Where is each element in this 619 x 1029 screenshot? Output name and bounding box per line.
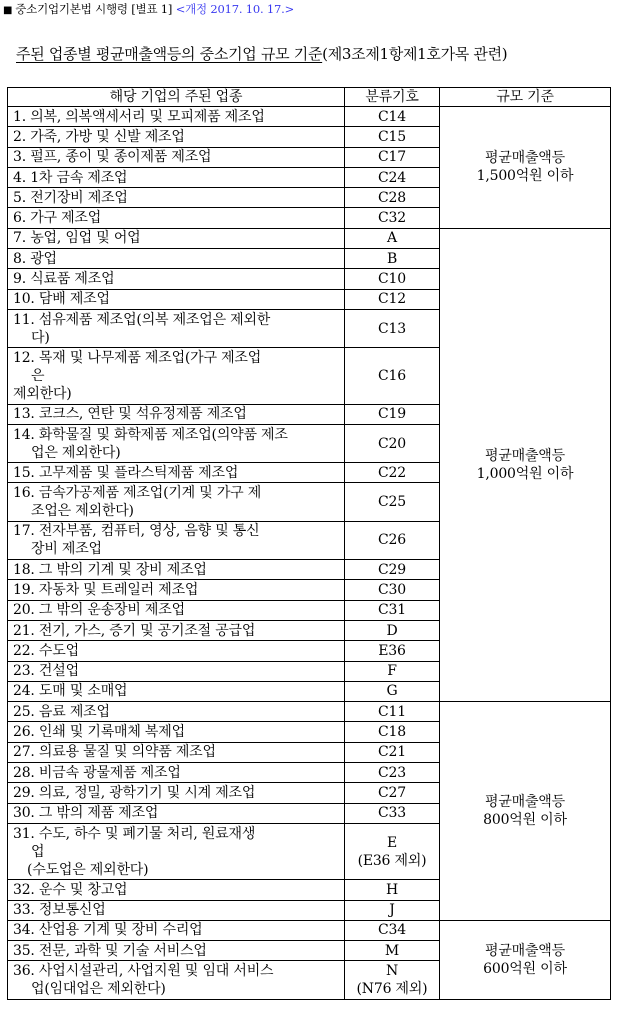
code-text: (E36 제외) (357, 852, 427, 869)
code-cell (345, 620, 440, 640)
industry-cell (8, 823, 345, 879)
industry-cell (8, 803, 345, 823)
industry-text: 6. 가구 제조업 (13, 210, 102, 227)
industry-text: 32. 운수 및 창고업 (13, 881, 128, 898)
table-row (8, 702, 611, 722)
code-cell (345, 188, 440, 208)
industry-text: 28. 비금속 광물제품 제조업 (13, 764, 181, 781)
code-cell (345, 823, 440, 879)
code-cell (345, 269, 440, 289)
code-cell (345, 463, 440, 483)
industry-cell (8, 167, 345, 187)
table-row (8, 228, 611, 248)
industry-text: 31. 수도, 하수 및 폐기물 처리, 원료재생 (13, 825, 256, 842)
header-size: 규모 기준 (440, 88, 611, 107)
page-title (16, 43, 507, 64)
industry-cell (8, 580, 345, 600)
industry-cell (8, 424, 345, 462)
law-reference: 중소기업기본법 시행령 [별표 1] (15, 2, 173, 16)
size-criteria-text: 평균매출액등 (485, 447, 565, 464)
code-text: E36 (378, 642, 406, 659)
industry-cell (8, 920, 345, 940)
code-cell (345, 228, 440, 248)
industry-cell (8, 880, 345, 900)
industry-text: 15. 고무제품 및 플라스틱제품 제조업 (13, 464, 239, 481)
industry-cell (8, 404, 345, 424)
industry-text: 장비 제조업 (31, 541, 102, 558)
code-text: C30 (378, 581, 406, 598)
size-criteria-text: 평균매출액등 (485, 942, 565, 959)
size-criteria-text: 800억원 이하 (483, 811, 567, 828)
header-code: 분류기호 (345, 88, 440, 107)
code-cell (345, 348, 440, 404)
code-cell (345, 803, 440, 823)
industry-text: 34. 산업용 기계 및 장비 수리업 (13, 922, 203, 939)
code-text: C24 (378, 169, 406, 186)
code-text: C10 (378, 271, 406, 288)
industry-text: 7. 농업, 임업 및 어업 (13, 230, 141, 247)
code-text: C32 (378, 210, 406, 227)
code-text: C18 (378, 724, 406, 741)
size-criteria-text: 평균매출액등 (485, 150, 565, 167)
code-text: C20 (378, 435, 406, 452)
code-text: C34 (378, 922, 406, 939)
industry-text: 업 (31, 843, 45, 860)
industry-text: 29. 의료, 정밀, 광학기기 및 시계 제조업 (13, 784, 256, 801)
industry-text: (수도업은 제외한다) (27, 861, 149, 878)
code-cell (345, 961, 440, 999)
code-text: J (389, 902, 395, 919)
code-cell (345, 147, 440, 167)
title-sub: (제3조제1항제1호가목 관련) (322, 45, 508, 63)
code-text: C26 (378, 532, 406, 549)
code-cell (345, 763, 440, 783)
size-criteria-cell (440, 228, 611, 701)
industry-cell (8, 620, 345, 640)
code-text: C29 (378, 561, 406, 578)
size-criteria-text: 평균매출액등 (485, 793, 565, 810)
industry-text: 다) (31, 329, 50, 346)
industry-cell (8, 483, 345, 521)
industry-text: 20. 그 밖의 운송장비 제조업 (13, 602, 185, 619)
industry-text: 8. 광업 (13, 250, 57, 267)
industry-text: 업은 제외한다) (31, 444, 121, 461)
code-cell (345, 722, 440, 742)
industry-text: 26. 인쇄 및 기록매체 복제업 (13, 724, 185, 741)
code-cell (345, 742, 440, 762)
industry-text: 1. 의복, 의복액세서리 및 모피제품 제조업 (13, 108, 265, 125)
industry-cell (8, 900, 345, 920)
revision-date: <개정 2017. 10. 17.> (175, 2, 295, 16)
industry-cell (8, 107, 345, 127)
size-criteria-text: 1,000억원 이하 (476, 465, 574, 482)
industry-cell (8, 188, 345, 208)
table-body (8, 107, 611, 1000)
industry-text: 2. 가죽, 가방 및 신발 제조업 (13, 128, 185, 145)
industry-text: 25. 음료 제조업 (13, 703, 110, 720)
code-text: C27 (378, 784, 406, 801)
industry-cell (8, 783, 345, 803)
square-marker-icon: ■ (3, 5, 13, 16)
code-cell (345, 880, 440, 900)
industry-text: 9. 식료품 제조업 (13, 271, 115, 288)
industry-text: 33. 정보통신업 (13, 902, 106, 919)
table-row (8, 107, 611, 127)
size-criteria-text: 1,500억원 이하 (476, 168, 574, 185)
industry-cell (8, 661, 345, 681)
code-cell (345, 167, 440, 187)
code-text: H (385, 881, 398, 898)
industry-text: 16. 금속가공제품 제조업(기계 및 가구 제 (13, 485, 262, 502)
industry-text: 5. 전기장비 제조업 (13, 189, 128, 206)
industry-cell (8, 681, 345, 701)
size-criteria-cell (440, 702, 611, 921)
industry-text: 19. 자동차 및 트레일러 제조업 (13, 581, 199, 598)
industry-cell (8, 348, 345, 404)
code-cell (345, 249, 440, 269)
industry-text: 11. 섬유제품 제조업(의복 제조업은 제외한 (13, 311, 271, 328)
code-text: C33 (378, 805, 406, 822)
industry-text: 27. 의료용 물질 및 의약품 제조업 (13, 744, 216, 761)
industry-text: 은 (31, 367, 45, 384)
code-cell (345, 309, 440, 347)
code-text: C25 (378, 494, 406, 511)
industry-text: 35. 전문, 과학 및 기술 서비스업 (13, 942, 207, 959)
code-cell (345, 783, 440, 803)
code-cell (345, 127, 440, 147)
code-cell (345, 702, 440, 722)
code-cell (345, 661, 440, 681)
industry-cell (8, 289, 345, 309)
industry-text: 3. 펄프, 종이 및 종이제품 제조업 (13, 149, 212, 166)
table-row (8, 920, 611, 940)
industry-text: 10. 담배 제조업 (13, 291, 110, 308)
code-text: C28 (378, 189, 406, 206)
industry-cell (8, 763, 345, 783)
code-cell (345, 941, 440, 961)
header-industry: 해당 기업의 주된 업종 (8, 88, 345, 107)
industry-text: 36. 사업시설관리, 사업지원 및 임대 서비스 (13, 963, 274, 980)
code-cell (345, 107, 440, 127)
industry-cell (8, 147, 345, 167)
industry-cell (8, 269, 345, 289)
industry-text: 13. 코크스, 연탄 및 석유정제품 제조업 (13, 406, 247, 423)
size-standard-table (7, 87, 611, 1000)
industry-text: 조업은 제외한다) (31, 503, 134, 520)
code-text: C17 (378, 149, 406, 166)
industry-cell (8, 742, 345, 762)
industry-cell (8, 641, 345, 661)
industry-text: 23. 건설업 (13, 663, 79, 680)
industry-text: 21. 전기, 가스, 증기 및 공기조절 공급업 (13, 622, 256, 639)
industry-cell (8, 228, 345, 248)
code-cell (345, 560, 440, 580)
code-cell (345, 681, 440, 701)
industry-text: 4. 1차 금속 제조업 (13, 169, 128, 186)
industry-text: 12. 목재 및 나무제품 제조업(가구 제조업 (13, 349, 262, 366)
industry-cell (8, 309, 345, 347)
industry-cell (8, 961, 345, 999)
industry-text: 18. 그 밖의 기계 및 장비 제조업 (13, 561, 207, 578)
industry-cell (8, 941, 345, 961)
code-cell (345, 641, 440, 661)
code-cell (345, 404, 440, 424)
code-text: (N76 제외) (356, 981, 428, 998)
header-line (3, 1, 294, 17)
code-text: E (386, 834, 398, 851)
industry-text: 22. 수도업 (13, 642, 79, 659)
code-text: C19 (378, 406, 406, 423)
industry-text: 17. 전자부품, 컴퓨터, 영상, 음향 및 통신 (13, 523, 260, 540)
industry-cell (8, 702, 345, 722)
industry-text: 30. 그 밖의 제품 제조업 (13, 805, 159, 822)
code-text: D (386, 622, 398, 639)
industry-cell (8, 722, 345, 742)
code-text: M (384, 942, 400, 959)
code-cell (345, 600, 440, 620)
code-cell (345, 208, 440, 228)
title-main: 주된 업종별 평균매출액등의 중소기업 규모 기준 (16, 45, 323, 63)
code-text: C23 (378, 764, 406, 781)
code-text: C22 (378, 464, 406, 481)
code-text: C16 (378, 367, 406, 384)
code-text: C13 (378, 320, 406, 337)
industry-cell (8, 521, 345, 559)
industry-text: 24. 도매 및 소매업 (13, 683, 128, 700)
size-criteria-cell (440, 107, 611, 229)
industry-cell (8, 463, 345, 483)
code-text: C12 (378, 291, 406, 308)
code-text: B (386, 250, 398, 267)
industry-cell (8, 127, 345, 147)
code-cell (345, 580, 440, 600)
code-cell (345, 289, 440, 309)
industry-text: 14. 화학물질 및 화학제품 제조업(의약품 제조 (13, 426, 288, 443)
industry-cell (8, 600, 345, 620)
code-text: C31 (378, 602, 406, 619)
industry-cell (8, 560, 345, 580)
code-cell (345, 900, 440, 920)
size-criteria-text: 600억원 이하 (483, 960, 567, 977)
code-text: F (387, 663, 397, 680)
table-header-row (8, 88, 611, 107)
code-text: C15 (378, 128, 406, 145)
industry-text: 업(임대업은 제외한다) (31, 981, 166, 998)
code-text: C21 (378, 744, 406, 761)
code-text: G (386, 683, 398, 700)
industry-cell (8, 249, 345, 269)
size-criteria-cell (440, 920, 611, 999)
code-cell (345, 920, 440, 940)
code-text: A (387, 230, 397, 247)
industry-cell (8, 208, 345, 228)
code-cell (345, 424, 440, 462)
code-text: C14 (378, 108, 406, 125)
code-text: C11 (378, 703, 406, 720)
code-text: N (385, 963, 399, 980)
code-cell (345, 483, 440, 521)
code-cell (345, 521, 440, 559)
industry-text: 제외한다) (13, 385, 72, 402)
